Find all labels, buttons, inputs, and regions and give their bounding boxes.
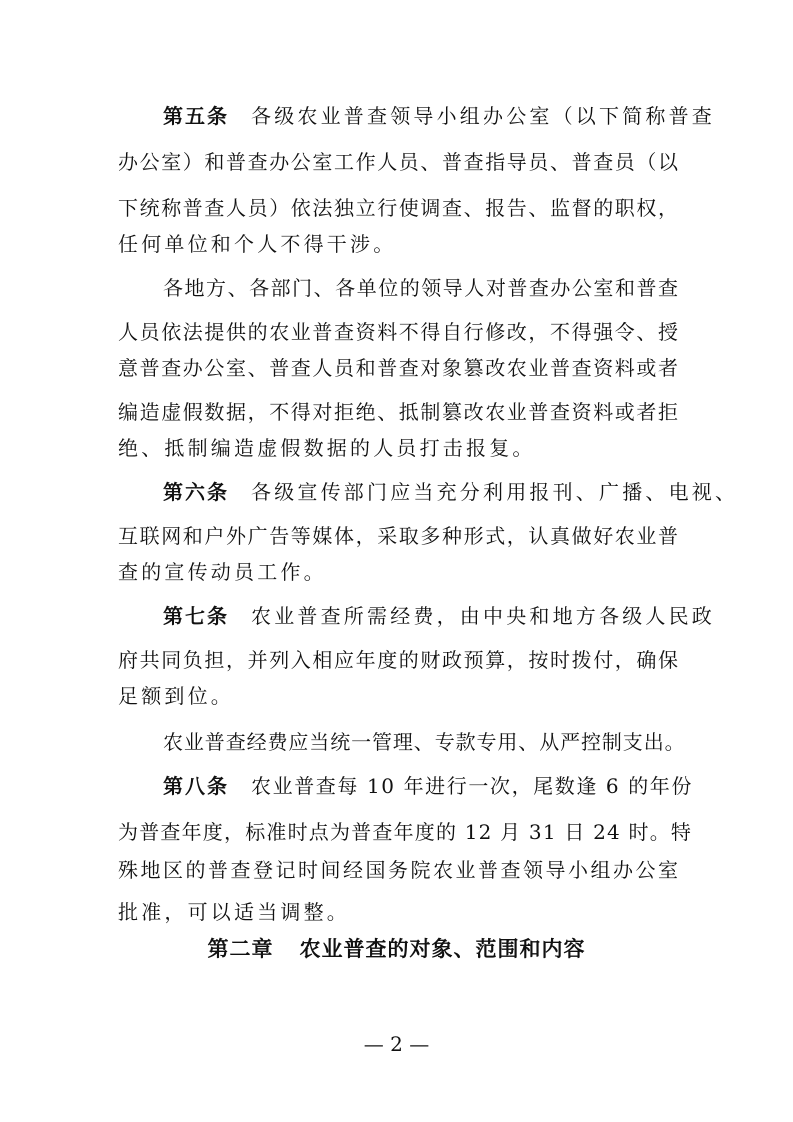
article-7-line-1 (163, 602, 715, 630)
article-7-text-1: 农业普查所需经费，由中央和地方各级人民政 (251, 604, 715, 628)
article-6-text-1: 各级宣传部门应当充分利用报刊、广播、电视、 (251, 480, 739, 504)
article-5-line-4: 任何单位和个人不得干涉。 (118, 232, 397, 256)
chapter-title: 农业普查的对象、范围和内容 (299, 937, 586, 961)
article-5-line-3: 下统称普查人员）依法独立行使调查、报告、监督的职权， (118, 196, 678, 220)
article-5-line-1 (163, 102, 715, 130)
article-7-label: 第七条 (163, 604, 229, 628)
article-5-text-1: 各级农业普查领导小组办公室（以下简称普查 (251, 104, 715, 128)
article-8-line-1 (163, 772, 694, 800)
article-6-label: 第六条 (163, 480, 229, 504)
article-5-p2-line-1: 各地方、各部门、各单位的领导人对普查办公室和普查 (163, 276, 678, 300)
article-7-p2-line-1: 农业普查经费应当统一管理、专款专用、从严控制支出。 (163, 730, 686, 754)
page-number: — 2 — (363, 1032, 430, 1056)
article-6-line-3: 查的宣传动员工作。 (118, 560, 327, 584)
article-5-p2-line-3: 意普查办公室、普查人员和普查对象篡改农业普查资料或者 (118, 356, 678, 380)
article-8-label: 第八条 (163, 774, 229, 798)
article-5-p2-line-5: 绝、抵制编造虚假数据的人员打击报复。 (118, 436, 536, 460)
article-5-p2-line-4: 编造虚假数据，不得对拒绝、抵制篡改农业普查资料或者拒 (118, 400, 678, 424)
article-5-label: 第五条 (163, 104, 229, 128)
article-8-line-4: 批准，可以适当调整。 (118, 900, 350, 924)
chapter-heading (0, 935, 793, 963)
chapter-number: 第二章 (207, 937, 274, 961)
article-6-line-1 (163, 478, 739, 506)
article-7-line-2: 府共同负担，并列入相应年度的财政预算，按时拨付，确保 (118, 648, 678, 672)
article-6-line-2: 互联网和户外广告等媒体，采取多种形式，认真做好农业普 (118, 524, 678, 548)
article-8-line-3: 殊地区的普查登记时间经国务院农业普查领导小组办公室 (118, 858, 678, 882)
article-8-line-2: 为普查年度，标准时点为普查年度的 12 月 31 日 24 时。特 (118, 820, 693, 844)
article-8-text-1: 农业普查每 10 年进行一次，尾数逢 6 的年份 (251, 774, 694, 798)
article-5-line-2: 办公室）和普查办公室工作人员、普查指导员、普查员（以 (118, 150, 678, 174)
article-5-p2-line-2: 人员依法提供的农业普查资料不得自行修改，不得强令、授 (118, 320, 678, 344)
article-7-line-3: 足额到位。 (118, 684, 234, 708)
